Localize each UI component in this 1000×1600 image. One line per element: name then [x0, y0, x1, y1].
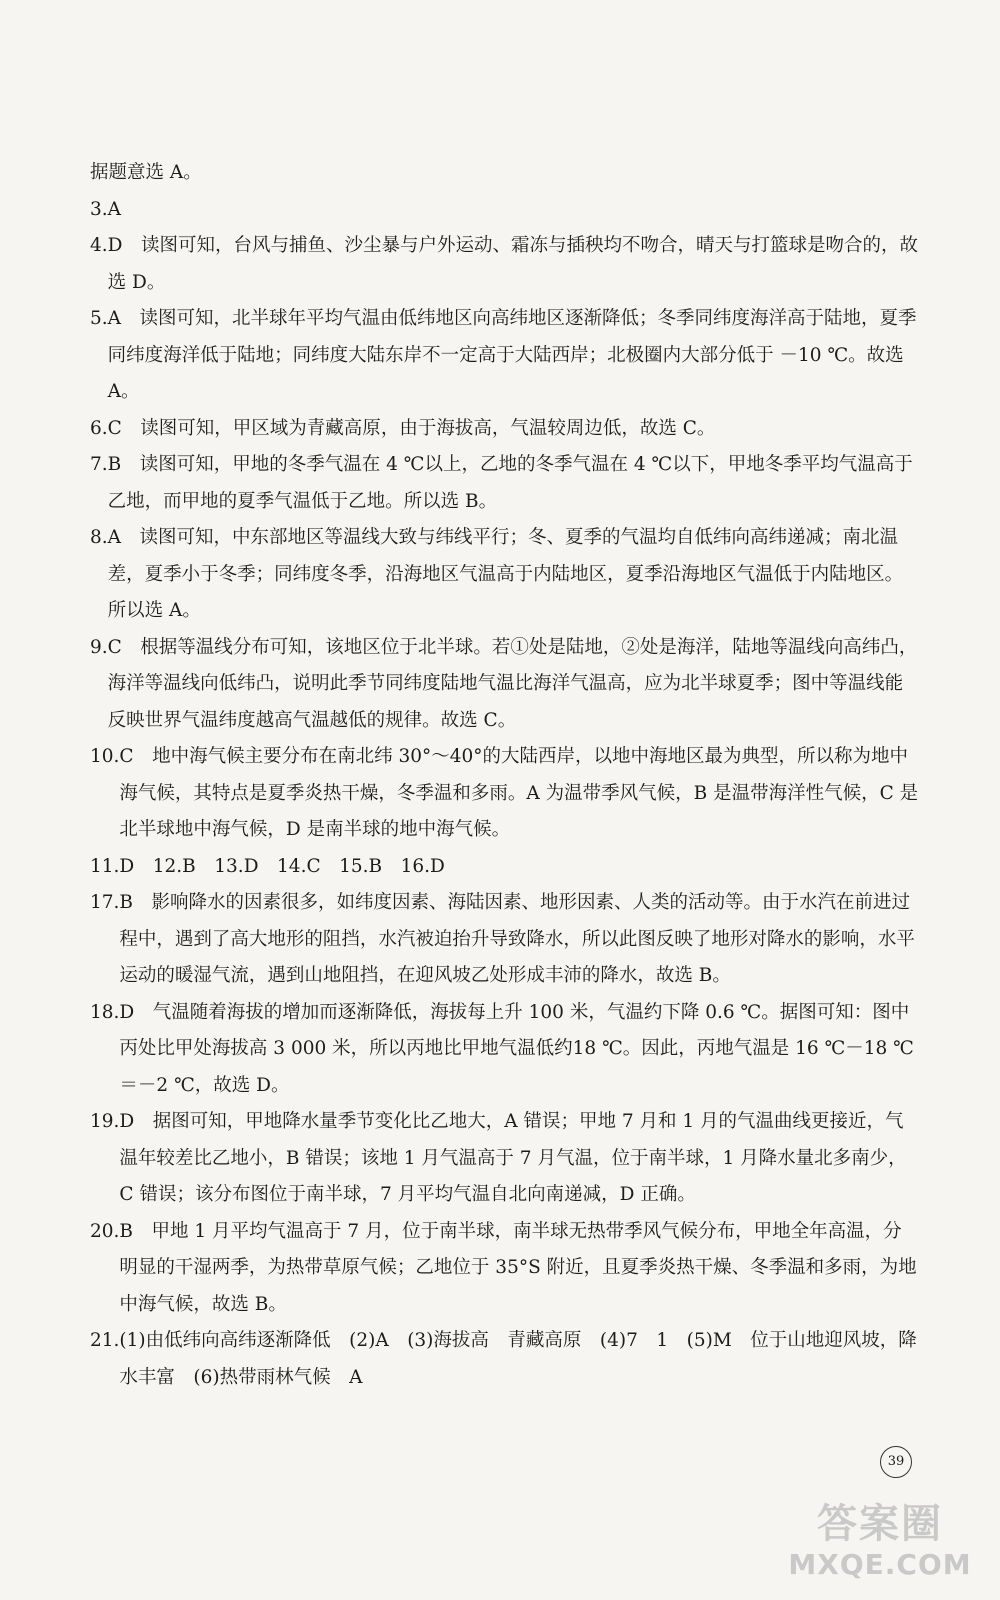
answer-line-2-continuation	[90, 155, 920, 192]
answer-text: C 地中海气候主要分布在南北纬 30°～40°的大陆西岸，以地中海地区最为典型，所以称为地中海气候，其特点是夏季炎热干燥，冬季温和多雨。A 为温带季风气候，B 是温带海洋性气候，C 是北半球地中海气候，D 是南半球的地中海气候。	[119, 746, 919, 840]
answer-7	[90, 447, 920, 520]
answer-11-16	[90, 849, 920, 886]
answer-text: D 12.B 13.D 14.C 15.B 16.D	[119, 855, 445, 877]
answer-19	[90, 1104, 920, 1214]
answer-number: 4.	[90, 235, 108, 256]
answer-number: 7.	[90, 454, 108, 475]
watermark-cn: 答案圈	[817, 1501, 943, 1547]
answer-21	[90, 1323, 920, 1396]
answer-text: (1)由低纬向高纬逐渐降低 (2)A (3)海拔高 青藏高原 (4)7 1 (5)M 位于山地迎风坡，降水丰富 (6)热带雨林气候 A	[119, 1330, 917, 1388]
answer-number: 8.	[90, 527, 108, 548]
answer-text: B 影响降水的因素很多，如纬度因素、海陆因素、地形因素、人类的活动等。由于水汽在前进过程中，遇到了高大地形的阻挡，水汽被迫抬升导致降水，所以此图反映了地形对降水的影响，水平运动的暖湿气流，遇到山地阻挡，在迎风坡乙处形成丰沛的降水，故选 B。	[119, 892, 915, 986]
answer-text: D 据图可知，甲地降水量季节变化比乙地大，A 错误；甲地 7 月和 1 月的气温曲线更接近，气温年较差比乙地小，B 错误；该地 1 月气温高于 7 月气温，位于南半球，1 月降水量北多南少，C 错误；该分布图位于南半球，7 月平均气温自北向南递减，D 正确。	[119, 1111, 907, 1205]
answer-text: C 根据等温线分布可知，该地区位于北半球。若①处是陆地，②处是海洋，陆地等温线向高纬凸，海洋等温线向低纬凸，说明此季节同纬度陆地气温比海洋气温高，应为北半球夏季；图中等温线能反映世界气温纬度越高气温越低的规律。故选 C。	[107, 636, 918, 731]
answer-number: 5.	[90, 308, 108, 329]
answer-number: 18.	[90, 1001, 120, 1023]
answer-20	[90, 1214, 920, 1324]
answer-text: D 读图可知，台风与捕鱼、沙尘暴与户外运动、霜冻与插秧均不吻合，晴天与打篮球是吻合的，故选 D。	[107, 235, 918, 293]
answer-text: A	[107, 198, 122, 220]
watermark-logo	[775, 1500, 985, 1582]
answer-5	[90, 301, 920, 411]
answer-text: A 读图可知，中东部地区等温线大致与纬线平行；冬、夏季的气温均自低纬向高纬递减；南北温差，夏季小于冬季；同纬度冬季，沿海地区气温高于内陆地区，夏季沿海地区气温低于内陆地区。所以选 A。	[107, 527, 904, 621]
watermark-en: MXQE.COM	[788, 1548, 972, 1581]
answer-6	[90, 411, 920, 448]
answer-number: 10.	[90, 746, 120, 767]
answer-number: 11.	[90, 855, 120, 877]
answer-text: A 读图可知，北半球年平均气温由低纬地区向高纬地区逐渐降低；冬季同纬度海洋高于陆地，夏季同纬度海洋低于陆地；同纬度大陆东岸不一定高于大陆西岸；北极圈内大部分低于 －10 ℃。故选 A。	[107, 308, 917, 402]
answer-number: 20.	[90, 1220, 120, 1242]
answer-number: 21.	[90, 1330, 120, 1351]
answer-8	[90, 520, 920, 630]
answer-text: D 气温随着海拔的增加而逐渐降低，海拔每上升 100 米，气温约下降 0.6 ℃。据图可知：图中丙处比甲处海拔高 3 000 米，所以丙地比甲地气温低约18 ℃。因此，丙地气温是 16 ℃－18 ℃＝－2 ℃，故选 D。	[119, 1001, 914, 1096]
answer-number: 19.	[90, 1111, 120, 1132]
answer-text: 据题意选 A。	[90, 162, 202, 183]
answer-text: B 甲地 1 月平均气温高于 7 月，位于南半球，南半球无热带季风气候分布，甲地全年高温，分明显的干湿两季，为热带草原气候；乙地位于 35°S 附近，且夏季炎热干燥、冬季温和多雨，为地中海气候，故选 B。	[119, 1220, 917, 1315]
answer-text: B 读图可知，甲地的冬季气温在 4 ℃以上，乙地的冬季气温在 4 ℃以下，甲地冬季平均气温高于乙地，而甲地的夏季气温低于乙地。所以选 B。	[107, 454, 913, 512]
answer-number: 17.	[90, 892, 120, 913]
answer-number: 6.	[90, 417, 108, 439]
answer-9	[90, 630, 920, 740]
page-number: 39	[880, 1446, 912, 1478]
answer-4	[90, 228, 920, 301]
answer-number: 9.	[90, 636, 108, 658]
answer-list	[90, 155, 920, 1396]
answer-18	[90, 995, 920, 1105]
answer-17	[90, 885, 920, 995]
answer-text: C 读图可知，甲区域为青藏高原，由于海拔高，气温较周边低，故选 C。	[107, 417, 716, 439]
answer-3	[90, 192, 920, 229]
answer-number: 3.	[90, 198, 108, 220]
answer-10	[90, 739, 920, 849]
